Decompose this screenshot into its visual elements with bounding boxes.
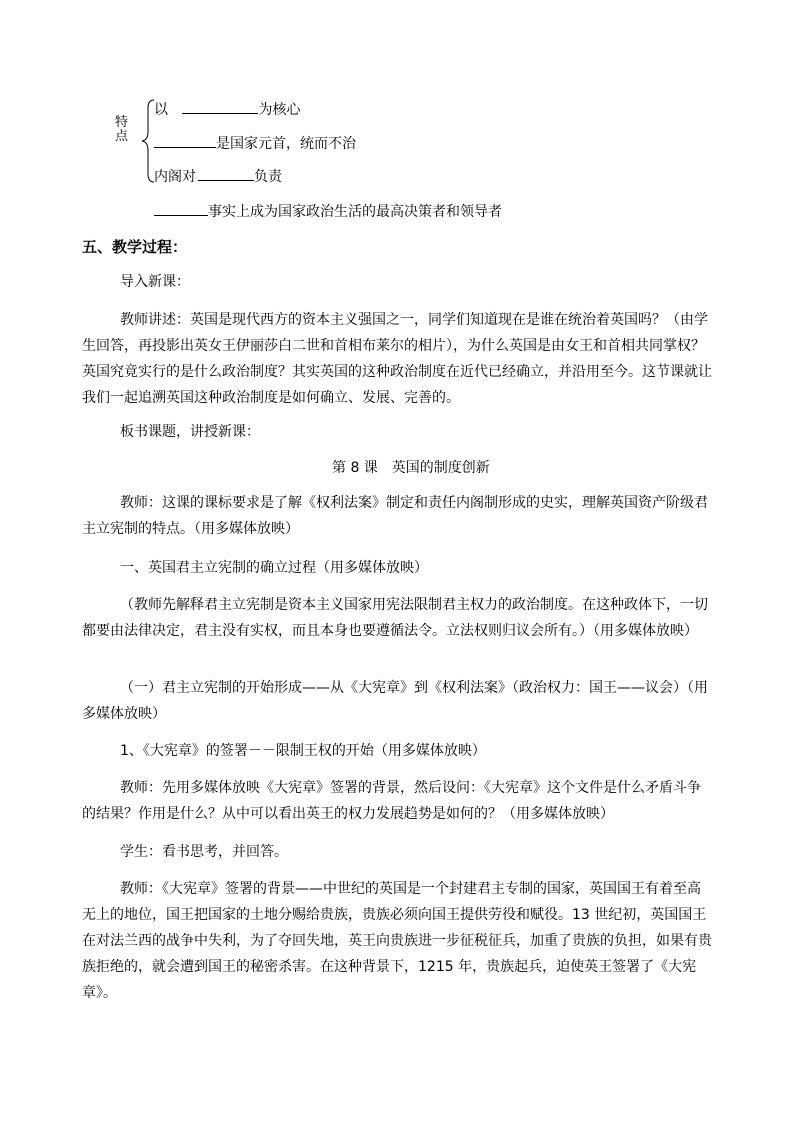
subsection-one: 一、英国君主立宪制的确立过程（用多媒体放映） bbox=[120, 560, 428, 576]
paragraph-text: 教师：这课的课标要求是了解《权利法案》制定和责任内阁制形成的史实，理解英国资产阶级君主立宪制的特点。（用多媒体放映） bbox=[82, 495, 708, 537]
feature-row-1-suffix: 为核心 bbox=[258, 102, 301, 118]
feature-row-2-suffix: 是国家元首，统而不治 bbox=[216, 136, 356, 152]
feature-row-4-suffix: 事实上成为国家政治生活的最高决策者和领导者 bbox=[208, 204, 502, 220]
feature-row-3-prefix: 内阁对 bbox=[154, 169, 196, 185]
feature-row-4 bbox=[154, 201, 502, 221]
paragraph-intro-lecture bbox=[82, 307, 714, 411]
paragraph-text: 教师：先用多媒体放映《大宪章》签署的背景，然后设问：《大宪章》这个文件是什么矛盾斗争的结果？作用是什么？从中可以看出英王的权力发展趋势是如何的？（用多媒体放映） bbox=[82, 780, 701, 822]
feature-row-4-blank bbox=[154, 201, 208, 216]
paragraph-background bbox=[82, 876, 714, 1006]
features-label-bottom: 点 bbox=[115, 129, 129, 144]
paragraph-definition bbox=[82, 592, 714, 644]
student-response: 学生：看书思考，并回答。 bbox=[120, 844, 288, 860]
feature-row-2 bbox=[154, 133, 356, 153]
lesson-title: 第 8 课 英国的制度创新 bbox=[332, 460, 490, 476]
feature-row-3-blank bbox=[198, 166, 254, 181]
section-heading: 五、教学过程： bbox=[82, 238, 188, 256]
magna-carta-heading: 1、《大宪章》的签署－－限制王权的开始（用多媒体放映） bbox=[120, 743, 486, 759]
feature-row-1 bbox=[154, 99, 300, 119]
feature-row-2-blank bbox=[154, 133, 216, 148]
feature-row-3 bbox=[154, 166, 282, 186]
paragraph-text: （教师先解释君主立宪制是资本主义国家用宪法限制君主权力的政治制度。在这种政体下，一切都要由法律决定，君主没有实权，而且本身也要遵循法令。立法权则归议会所有。）（用多媒体放映） bbox=[82, 597, 708, 639]
paragraph-text: 教师讲述：英国是现代西方的资本主义强国之一，同学们知道现在是谁在统治着英国吗？（由学生回答，再投影出英女王伊丽莎白二世和首相布莱尔的相片），为什么英国是由女王和首相共同掌权？英国究竟实行的是什么政治制度？其实英国的这种政治制度在近代已经确立，并沿用至今。这节课就让我们一起追溯英国这种政治制度是如何确立、发展、完善的。 bbox=[82, 312, 712, 406]
features-label-top: 特 bbox=[115, 115, 129, 130]
feature-row-1-prefix: 以 bbox=[154, 102, 168, 118]
feature-row-3-suffix: 负责 bbox=[254, 169, 282, 185]
paragraph-subsection-1 bbox=[82, 675, 714, 727]
features-label bbox=[115, 116, 129, 144]
paragraph-text: （一）君主立宪制的开始形成——从《大宪章》到《权利法案》（政治权力：国王——议会）（用多媒体放映） bbox=[82, 680, 708, 722]
intro-label: 导入新课： bbox=[120, 274, 190, 290]
paragraph-text: 教师：《大宪章》签署的背景——中世纪的英国是一个封建君主专制的国家，英国国王有着至高无上的地位，国王把国家的土地分赐给贵族，贵族必须向国王提供劳役和赋役。13 世纪初，英国国王在对法兰西的战争中失利，为了夺回失地，英王向贵族进一步征税征兵，加重了贵族的负担，如果有贵族拒绝的，就会遭到国王的秘密杀害。在这种背景下，1215 年，贵族起兵，迫使英王签署了《大宪章》。 bbox=[82, 881, 712, 1001]
paragraph-curriculum bbox=[82, 490, 714, 542]
paragraph-teacher-question bbox=[82, 775, 714, 827]
board-note: 板书课题，讲授新课： bbox=[120, 424, 260, 440]
feature-row-1-blank bbox=[182, 99, 258, 114]
